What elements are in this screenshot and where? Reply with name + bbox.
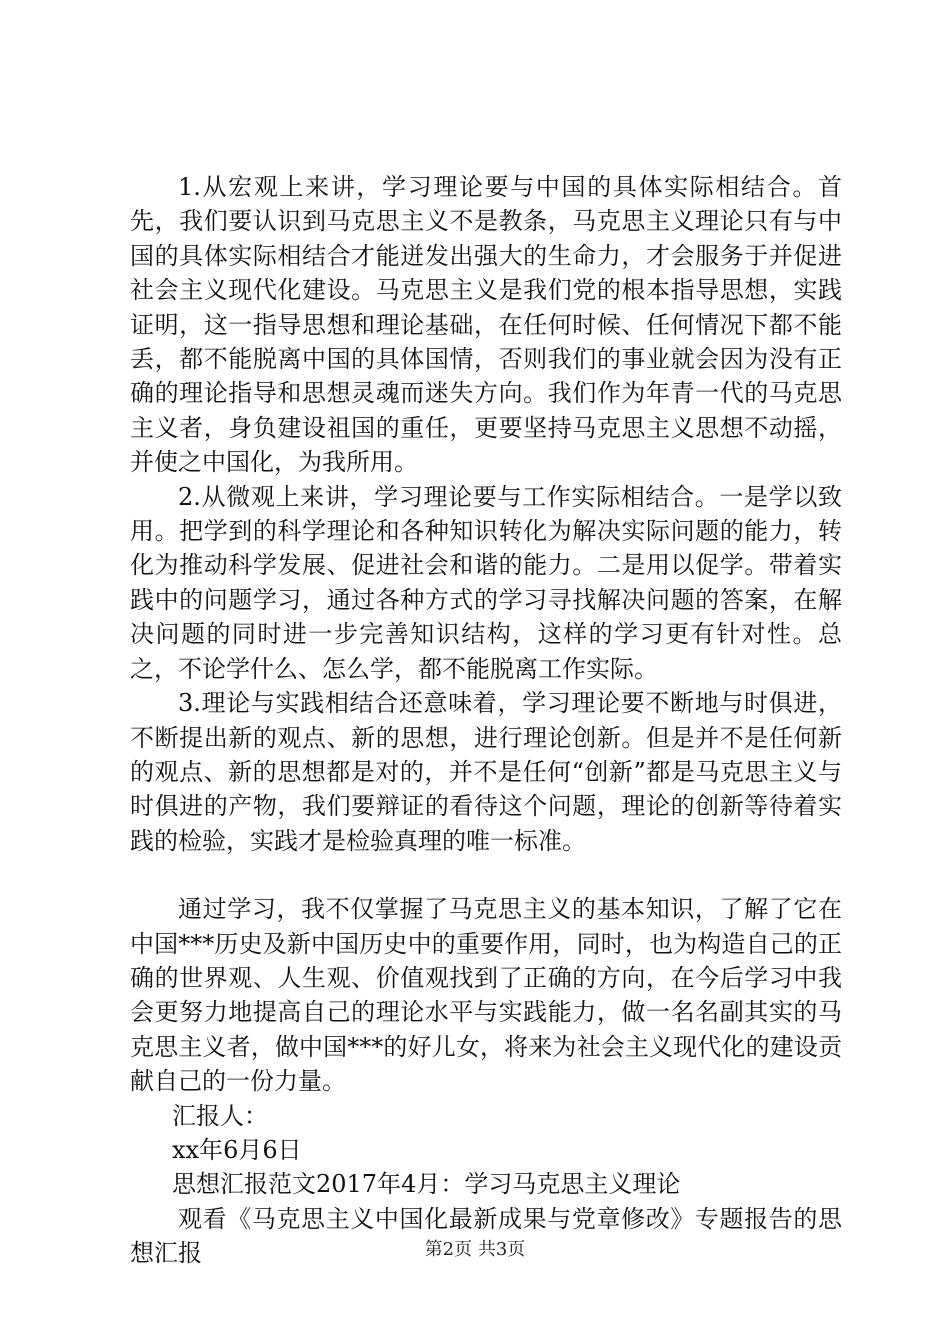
page-number: 第2页 共3页	[424, 1239, 526, 1260]
paragraph-conclusion: 通过学习，我不仅掌握了马克思主义的基本知识，了解了它在中国***历史及新中国历史中的重要作用，同时，也为构造自己的正确的世界观、人生观、价值观找到了正确的方向，在今后学习中我会更努力地提高自己的理论水平与实践能力，做一名名副其实的马克思主义者，做中国***的好儿女，将来为社会主义现代化的建设贡献自己的一份力量。	[130, 895, 842, 1096]
paragraph-innovation: 3.理论与实践相结合还意味着，学习理论要不断地与时俱进，不断提出新的观点、新的思想，进行理论创新。但是并不是任何新的观点、新的思想都是对的，并不是任何“创新”都是马克思主义与时俱进的产物，我们要辩证的看待这个问题，理论的创新等待着实践的检验，实践才是检验真理的唯一标准。	[130, 689, 842, 855]
next-article-title: 思想汇报范文2017年4月：学习马克思主义理论	[172, 1170, 681, 1199]
paragraph-gap	[130, 858, 842, 892]
paragraph-micro: 2.从微观上来讲，学习理论要与工作实际相结合。一是学以致用。把学到的科学理论和各种知识转化为解决实际问题的能力，转化为推动科学发展、促进社会和谐的能力。二是用以促学。带着实践中的问题学习，通过各种方式的学习寻找解决问题的答案，在解决问题的同时进一步完善知识结构，这样的学习更有针对性。总之，不论学什么、怎么学，都不能脱离工作实际。	[130, 482, 842, 683]
document-body	[130, 170, 842, 1271]
paragraph-macro: 1.从宏观上来讲，学习理论要与中国的具体实际相结合。首先，我们要认识到马克思主义不是教条，马克思主义理论只有与中国的具体实际相结合才能迸发出强大的生命力，才会服务于并促进社会主义现代化建设。马克思主义是我们党的根本指导思想，实践证明，这一指导思想和理论基础，在任何时候、任何情况下都不能丢，都不能脱离中国的具体国情，否则我们的事业就会因为没有正确的理论指导和思想灵魂而迷失方向。我们作为年青一代的马克思主义者，身负建设祖国的重任，更要坚持马克思主义思想不动摇，并使之中国化，为我所用。	[130, 173, 842, 477]
next-article-subtitle: 观看《马克思主义中国化最新成果与党章修改》专题报告的思想汇报	[130, 1204, 842, 1268]
reporter-label: 汇报人：	[172, 1101, 268, 1130]
report-date: xx年6月6日	[172, 1135, 302, 1164]
